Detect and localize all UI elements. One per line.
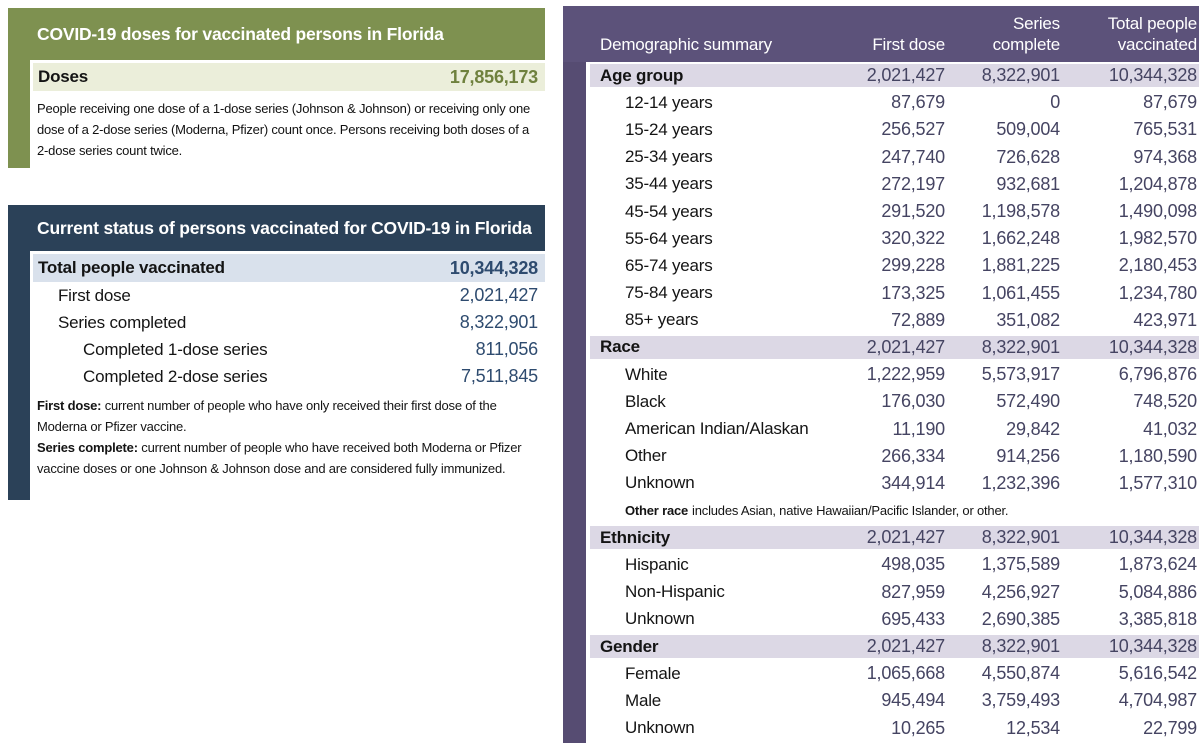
first-dose-value: 11,190 bbox=[892, 418, 945, 439]
status-row-label: Completed 1-dose series bbox=[83, 339, 268, 359]
total-value: 10,344,328 bbox=[1108, 527, 1197, 548]
series-complete-value: 8,322,901 bbox=[981, 65, 1060, 86]
total-value: 1,577,310 bbox=[1118, 472, 1197, 493]
section-label: Ethnicity bbox=[600, 527, 670, 547]
table-row bbox=[590, 198, 1199, 225]
series-complete-value: 12,534 bbox=[1006, 717, 1060, 738]
first-dose-value: 266,334 bbox=[881, 445, 945, 466]
table-row bbox=[590, 280, 1199, 307]
row-label: Non-Hispanic bbox=[625, 582, 725, 602]
table-row bbox=[590, 715, 1199, 742]
first-dose-value: 2,021,427 bbox=[866, 636, 945, 657]
first-dose-value: 299,228 bbox=[881, 255, 945, 276]
total-value: 1,234,780 bbox=[1118, 282, 1197, 303]
first-dose-value: 256,527 bbox=[881, 119, 945, 140]
status-row-value: 811,056 bbox=[475, 339, 538, 359]
header-total-vaccinated: Total people vaccinated bbox=[1107, 14, 1197, 54]
doses-row bbox=[33, 63, 545, 91]
total-value: 1,180,590 bbox=[1118, 445, 1197, 466]
first-dose-value: 291,520 bbox=[881, 201, 945, 222]
status-row-value: 8,322,901 bbox=[459, 312, 538, 332]
header-series-complete: Series complete bbox=[992, 14, 1060, 54]
table-row bbox=[590, 606, 1199, 633]
note-lead: Other race bbox=[625, 503, 689, 519]
row-label: Hispanic bbox=[625, 554, 689, 574]
footnote-lead: Series complete: bbox=[37, 440, 138, 455]
status-row bbox=[33, 336, 545, 363]
series-complete-value: 3,759,493 bbox=[981, 690, 1060, 711]
row-label: 75-84 years bbox=[625, 283, 713, 303]
row-label: American Indian/Alaskan bbox=[625, 419, 809, 439]
series-complete-value: 8,322,901 bbox=[981, 527, 1060, 548]
first-dose-value: 272,197 bbox=[881, 173, 945, 194]
row-label: 12-14 years bbox=[625, 92, 713, 112]
row-label: 85+ years bbox=[625, 310, 699, 330]
row-label: 35-44 years bbox=[625, 174, 713, 194]
total-value: 10,344,328 bbox=[1108, 636, 1197, 657]
series-complete-value: 1,662,248 bbox=[981, 228, 1060, 249]
table-row bbox=[590, 660, 1199, 687]
series-complete-value: 1,375,589 bbox=[981, 554, 1060, 575]
first-dose-value: 2,021,427 bbox=[866, 527, 945, 548]
first-dose-value: 87,679 bbox=[891, 92, 945, 113]
series-complete-value: 726,628 bbox=[996, 146, 1060, 167]
status-row-label: Series completed bbox=[58, 312, 187, 332]
total-value: 22,799 bbox=[1143, 717, 1197, 738]
table-header-row bbox=[563, 6, 1199, 62]
table-row bbox=[590, 171, 1199, 198]
total-value: 974,368 bbox=[1133, 146, 1197, 167]
first-dose-value: 72,889 bbox=[891, 309, 945, 330]
section-label: Gender bbox=[600, 636, 659, 656]
total-value: 1,490,098 bbox=[1118, 201, 1197, 222]
table-row bbox=[590, 388, 1199, 415]
series-complete-value: 4,550,874 bbox=[981, 663, 1060, 684]
total-value: 423,971 bbox=[1133, 309, 1197, 330]
doses-value: 17,856,173 bbox=[449, 66, 538, 87]
note-text: includes Asian, native Hawaiian/Pacific Islander, or other. bbox=[692, 503, 1009, 519]
first-dose-value: 173,325 bbox=[881, 282, 945, 303]
first-dose-value: 1,222,959 bbox=[866, 364, 945, 385]
status-row-value: 7,511,845 bbox=[461, 366, 538, 386]
first-dose-value: 498,035 bbox=[881, 554, 945, 575]
total-value: 10,344,328 bbox=[1108, 65, 1197, 86]
table-section-row bbox=[590, 633, 1199, 660]
doses-panel-title bbox=[8, 8, 545, 60]
total-value: 4,704,987 bbox=[1118, 690, 1197, 711]
row-label: 25-34 years bbox=[625, 147, 713, 167]
table-row bbox=[590, 225, 1199, 252]
series-complete-value: 5,573,917 bbox=[981, 364, 1060, 385]
series-complete-value: 1,198,578 bbox=[981, 201, 1060, 222]
first-dose-value: 10,265 bbox=[891, 717, 945, 738]
total-value: 1,982,570 bbox=[1118, 228, 1197, 249]
status-rows bbox=[33, 282, 545, 390]
doses-panel-title-text: COVID-19 doses for vaccinated persons in Florida bbox=[37, 23, 444, 44]
table-row bbox=[590, 307, 1199, 334]
demographic-table bbox=[563, 6, 1199, 743]
total-value: 3,385,818 bbox=[1118, 608, 1197, 629]
total-value: 748,520 bbox=[1133, 391, 1197, 412]
row-label: Unknown bbox=[625, 473, 695, 493]
total-value: 41,032 bbox=[1143, 418, 1197, 439]
first-dose-value: 176,030 bbox=[881, 391, 945, 412]
first-dose-value: 2,021,427 bbox=[866, 65, 945, 86]
footnote-text: current number of people who have only received their first dose of the Moderna or Pfizer vaccine. bbox=[37, 398, 497, 434]
table-section-row bbox=[590, 62, 1199, 89]
header-demographic-summary: Demographic summary bbox=[600, 35, 772, 54]
series-complete-value: 351,082 bbox=[996, 309, 1060, 330]
total-value: 1,204,878 bbox=[1118, 173, 1197, 194]
status-row bbox=[33, 282, 545, 309]
row-label: Other bbox=[625, 446, 667, 466]
table-row bbox=[590, 443, 1199, 470]
header-first-dose: First dose bbox=[872, 35, 945, 54]
total-value: 6,796,876 bbox=[1118, 364, 1197, 385]
total-vaccinated-label: Total people vaccinated bbox=[38, 258, 225, 277]
table-row bbox=[590, 470, 1199, 497]
first-dose-value: 1,065,668 bbox=[866, 663, 945, 684]
series-complete-value: 0 bbox=[1050, 92, 1060, 113]
row-label: 55-64 years bbox=[625, 228, 713, 248]
series-complete-value: 509,004 bbox=[996, 119, 1060, 140]
total-value: 5,084,886 bbox=[1118, 581, 1197, 602]
series-complete-value: 1,061,455 bbox=[981, 282, 1060, 303]
table-row bbox=[590, 144, 1199, 171]
total-value: 2,180,453 bbox=[1118, 255, 1197, 276]
table-row bbox=[590, 361, 1199, 388]
total-value: 87,679 bbox=[1143, 92, 1197, 113]
series-complete-value: 8,322,901 bbox=[981, 336, 1060, 357]
series-complete-value: 4,256,927 bbox=[981, 581, 1060, 602]
doses-description: People receiving one dose of a 1-dose series (Johnson & Johnson) or receiving only one dose of a 2-dose series (Moderna, Pfizer) count once. Persons receiving both doses of a 2-dose series count twice. bbox=[37, 101, 530, 158]
first-dose-value: 320,322 bbox=[881, 228, 945, 249]
status-panel bbox=[8, 205, 545, 500]
series-complete-value: 29,842 bbox=[1006, 418, 1060, 439]
table-body bbox=[590, 62, 1199, 742]
status-footnotes bbox=[37, 390, 545, 479]
total-value: 10,344,328 bbox=[1108, 336, 1197, 357]
status-row-value: 2,021,427 bbox=[459, 285, 538, 305]
table-section-row bbox=[590, 524, 1199, 551]
row-label: Unknown bbox=[625, 609, 695, 629]
status-row bbox=[33, 309, 545, 336]
row-label: 65-74 years bbox=[625, 255, 713, 275]
first-dose-value: 827,959 bbox=[881, 581, 945, 602]
first-dose-value: 695,433 bbox=[881, 608, 945, 629]
series-complete-value: 8,322,901 bbox=[981, 636, 1060, 657]
series-complete-value: 932,681 bbox=[996, 173, 1060, 194]
total-vaccinated-row bbox=[33, 254, 545, 282]
first-dose-value: 2,021,427 bbox=[866, 336, 945, 357]
table-row bbox=[590, 687, 1199, 714]
footnote-lead: First dose: bbox=[37, 398, 102, 413]
total-value: 5,616,542 bbox=[1118, 663, 1197, 684]
table-row bbox=[590, 551, 1199, 578]
first-dose-value: 945,494 bbox=[881, 690, 945, 711]
series-complete-value: 914,256 bbox=[996, 445, 1060, 466]
series-complete-value: 1,881,225 bbox=[981, 255, 1060, 276]
doses-label: Doses bbox=[38, 67, 89, 86]
row-label: Unknown bbox=[625, 718, 695, 738]
doses-panel bbox=[8, 8, 545, 168]
status-row-label: First dose bbox=[58, 285, 131, 305]
first-dose-value: 344,914 bbox=[881, 472, 945, 493]
table-row bbox=[590, 116, 1199, 143]
table-section-row bbox=[590, 334, 1199, 361]
table-row bbox=[590, 89, 1199, 116]
table-row bbox=[590, 579, 1199, 606]
row-label: 45-54 years bbox=[625, 201, 713, 221]
status-row bbox=[33, 363, 545, 390]
table-accent-strip bbox=[563, 6, 586, 743]
total-vaccinated-value: 10,344,328 bbox=[449, 257, 538, 278]
first-dose-value: 247,740 bbox=[881, 146, 945, 167]
table-note-row bbox=[590, 497, 1199, 524]
total-value: 765,531 bbox=[1133, 119, 1197, 140]
row-label: Black bbox=[625, 391, 666, 411]
series-complete-value: 2,690,385 bbox=[981, 608, 1060, 629]
row-label: Male bbox=[625, 690, 662, 710]
row-label: Female bbox=[625, 663, 681, 683]
status-panel-title bbox=[8, 205, 545, 251]
row-label: White bbox=[625, 364, 668, 384]
section-label: Race bbox=[600, 337, 640, 357]
table-row bbox=[590, 252, 1199, 279]
footnote-text: current number of people who have received both Moderna or Pfizer vaccine doses or one Johnson & Johnson dose and are considered fully immunized. bbox=[37, 440, 522, 476]
series-complete-value: 1,232,396 bbox=[981, 472, 1060, 493]
row-label: 15-24 years bbox=[625, 119, 713, 139]
section-label: Age group bbox=[600, 65, 684, 85]
status-panel-title-text: Current status of persons vaccinated for COVID-19 in Florida bbox=[37, 217, 532, 238]
total-value: 1,873,624 bbox=[1118, 554, 1197, 575]
status-row-label: Completed 2-dose series bbox=[83, 366, 268, 386]
table-row bbox=[590, 415, 1199, 442]
series-complete-value: 572,490 bbox=[996, 391, 1060, 412]
